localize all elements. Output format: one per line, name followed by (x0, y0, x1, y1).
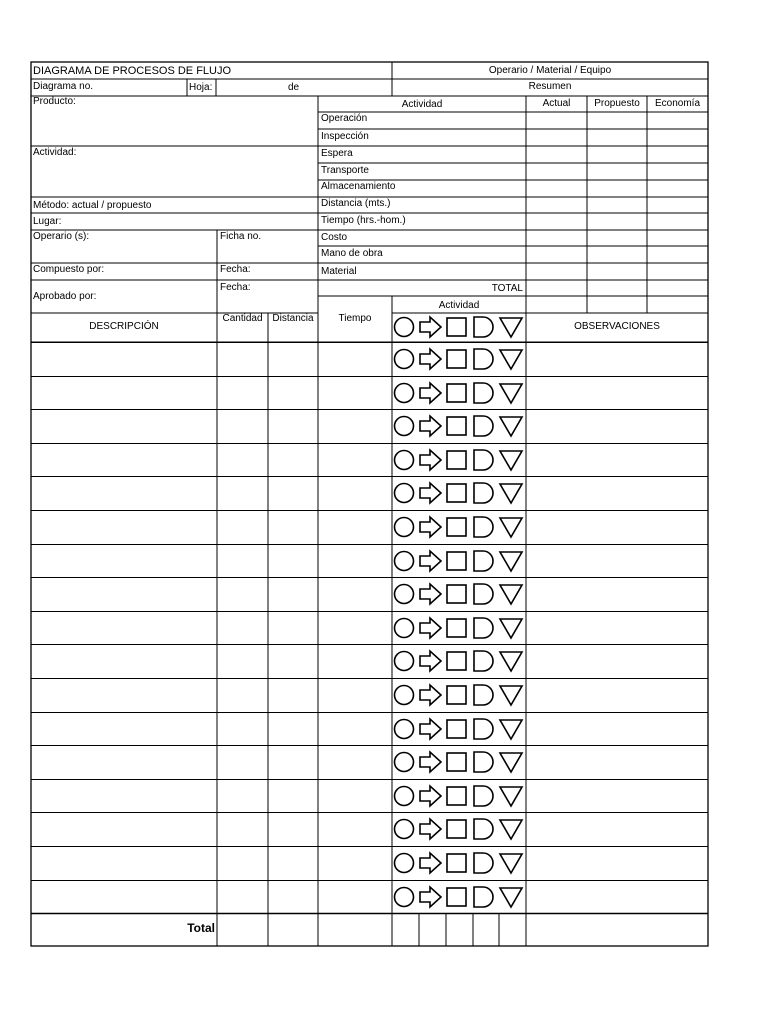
triangle-down-icon (500, 619, 522, 638)
summary-row-inspection: Inspección (321, 131, 369, 142)
summary-label: Resumen (528, 81, 572, 92)
square-icon (447, 417, 466, 435)
circle-icon (395, 619, 414, 638)
d-shape-icon (474, 719, 493, 739)
arrow-right-icon (420, 584, 441, 604)
triangle-down-icon (500, 652, 522, 671)
triangle-down-icon (500, 720, 522, 739)
circle-icon (395, 720, 414, 739)
triangle-down-icon (500, 484, 522, 503)
circle-icon (395, 820, 414, 839)
arrow-right-icon (420, 887, 441, 907)
row-activity-symbols (392, 647, 526, 675)
arrow-right-icon (420, 819, 441, 839)
row-activity-symbols (392, 748, 526, 776)
arrow-right-icon (420, 651, 441, 671)
d-shape-icon (474, 483, 493, 503)
triangle-down-icon (500, 518, 522, 537)
d-shape-icon (474, 551, 493, 571)
table-description-header: DESCRIPCIÓN (89, 321, 159, 332)
square-icon (447, 787, 466, 805)
square-icon (447, 484, 466, 502)
row-activity-symbols (392, 412, 526, 440)
arrow-right-icon (420, 786, 441, 806)
d-shape-icon (474, 819, 493, 839)
d-shape-icon (474, 853, 493, 873)
d-shape-icon (474, 349, 493, 369)
square-icon (447, 820, 466, 838)
summary-col-actual: Actual (542, 98, 571, 109)
triangle-down-icon (500, 753, 522, 772)
approved-by-label: Aprobado por: (33, 291, 97, 302)
row-activity-symbols (392, 782, 526, 810)
arrow-right-icon (420, 551, 441, 571)
arrow-right-icon (420, 317, 441, 337)
arrow-right-icon (420, 349, 441, 369)
d-shape-icon (474, 517, 493, 537)
d-shape-icon (474, 317, 493, 337)
summary-row-distance: Distancia (mts.) (321, 198, 391, 209)
d-shape-icon (474, 752, 493, 772)
square-icon (447, 318, 466, 336)
composed-by-label: Compuesto por: (33, 264, 105, 275)
summary-row-time: Tiempo (hrs.-hom.) (321, 215, 406, 226)
arrow-right-icon (420, 416, 441, 436)
triangle-down-icon (500, 318, 522, 337)
d-shape-icon (474, 618, 493, 638)
row-activity-symbols (392, 479, 526, 507)
row-activity-symbols (392, 513, 526, 541)
circle-icon (395, 686, 414, 705)
d-shape-icon (474, 584, 493, 604)
square-icon (447, 720, 466, 738)
table-total-label: Total (187, 921, 215, 935)
triangle-down-icon (500, 820, 522, 839)
circle-icon (395, 753, 414, 772)
triangle-down-icon (500, 888, 522, 907)
d-shape-icon (474, 450, 493, 470)
triangle-down-icon (500, 350, 522, 369)
circle-icon (395, 888, 414, 907)
square-icon (447, 585, 466, 603)
square-icon (447, 686, 466, 704)
summary-row-operation: Operación (321, 113, 368, 124)
circle-icon (395, 652, 414, 671)
triangle-down-icon (500, 686, 522, 705)
d-shape-icon (474, 416, 493, 436)
place-label: Lugar: (33, 216, 62, 227)
triangle-down-icon (500, 552, 522, 571)
circle-icon (395, 854, 414, 873)
row-activity-symbols (392, 547, 526, 575)
arrow-right-icon (420, 853, 441, 873)
circle-icon (395, 350, 414, 369)
square-icon (447, 753, 466, 771)
row-activity-symbols (392, 681, 526, 709)
circle-icon (395, 552, 414, 571)
triangle-down-icon (500, 384, 522, 403)
arrow-right-icon (420, 618, 441, 638)
arrow-right-icon (420, 450, 441, 470)
circle-icon (395, 417, 414, 436)
square-icon (447, 552, 466, 570)
triangle-down-icon (500, 585, 522, 604)
summary-row-cost: Costo (321, 232, 348, 243)
arrow-right-icon (420, 685, 441, 705)
circle-icon (395, 484, 414, 503)
circle-icon (395, 318, 414, 337)
summary-row-wait: Espera (321, 148, 353, 159)
summary-row-transport: Transporte (321, 165, 369, 176)
table-time-header: Tiempo (338, 313, 372, 324)
row-activity-symbols (392, 815, 526, 843)
circle-icon (395, 518, 414, 537)
table-quantity-header: Cantidad (222, 313, 263, 324)
square-icon (447, 384, 466, 402)
square-icon (447, 350, 466, 368)
subject-label: Operario / Material / Equipo (488, 65, 612, 76)
of-label: de (288, 82, 300, 93)
triangle-down-icon (500, 417, 522, 436)
arrow-right-icon (420, 383, 441, 403)
triangle-down-icon (500, 787, 522, 806)
row-activity-symbols (392, 849, 526, 877)
product-label: Producto: (33, 96, 76, 107)
row-activity-symbols (392, 379, 526, 407)
circle-icon (395, 787, 414, 806)
circle-icon (395, 585, 414, 604)
summary-row-storage: Almacenamiento (321, 181, 396, 192)
row-activity-symbols (392, 345, 526, 373)
row-activity-symbols (392, 883, 526, 911)
d-shape-icon (474, 887, 493, 907)
circle-icon (395, 384, 414, 403)
summary-col-savings: Economía (654, 98, 701, 109)
date-label-2: Fecha: (220, 282, 251, 293)
square-icon (447, 518, 466, 536)
arrow-right-icon (420, 517, 441, 537)
summary-row-labor: Mano de obra (321, 248, 383, 259)
operators-label: Operario (s): (33, 231, 90, 242)
diagram-no-label: Diagrama no. (33, 81, 94, 92)
d-shape-icon (474, 651, 493, 671)
date-label-1: Fecha: (220, 264, 251, 275)
table-observations-header: OBSERVACIONES (574, 321, 660, 332)
row-activity-symbols (392, 580, 526, 608)
square-icon (447, 652, 466, 670)
d-shape-icon (474, 383, 493, 403)
form-title: DIAGRAMA DE PROCESOS DE FLUJO (33, 65, 232, 77)
triangle-down-icon (500, 451, 522, 470)
sheet-label: Hoja: (189, 82, 213, 93)
table-activity-header: Actividad (438, 300, 480, 311)
square-icon (447, 619, 466, 637)
arrow-right-icon (420, 483, 441, 503)
row-activity-symbols (392, 715, 526, 743)
row-activity-symbols (392, 614, 526, 642)
activity-label: Actividad: (33, 147, 77, 158)
table-distance-header: Distancia (272, 313, 314, 324)
row-activity-symbols (392, 446, 526, 474)
square-icon (447, 854, 466, 872)
d-shape-icon (474, 786, 493, 806)
summary-activity-header: Actividad (401, 99, 443, 110)
arrow-right-icon (420, 752, 441, 772)
header-activity-symbols (392, 313, 526, 341)
summary-total-label: TOTAL (491, 283, 523, 294)
square-icon (447, 451, 466, 469)
summary-row-material: Material (321, 266, 357, 277)
method-label: Método: actual / propuesto (33, 200, 152, 211)
d-shape-icon (474, 685, 493, 705)
square-icon (447, 888, 466, 906)
summary-col-proposed: Propuesto (594, 98, 640, 109)
card-no-label: Ficha no. (220, 231, 262, 242)
triangle-down-icon (500, 854, 522, 873)
arrow-right-icon (420, 719, 441, 739)
circle-icon (395, 451, 414, 470)
